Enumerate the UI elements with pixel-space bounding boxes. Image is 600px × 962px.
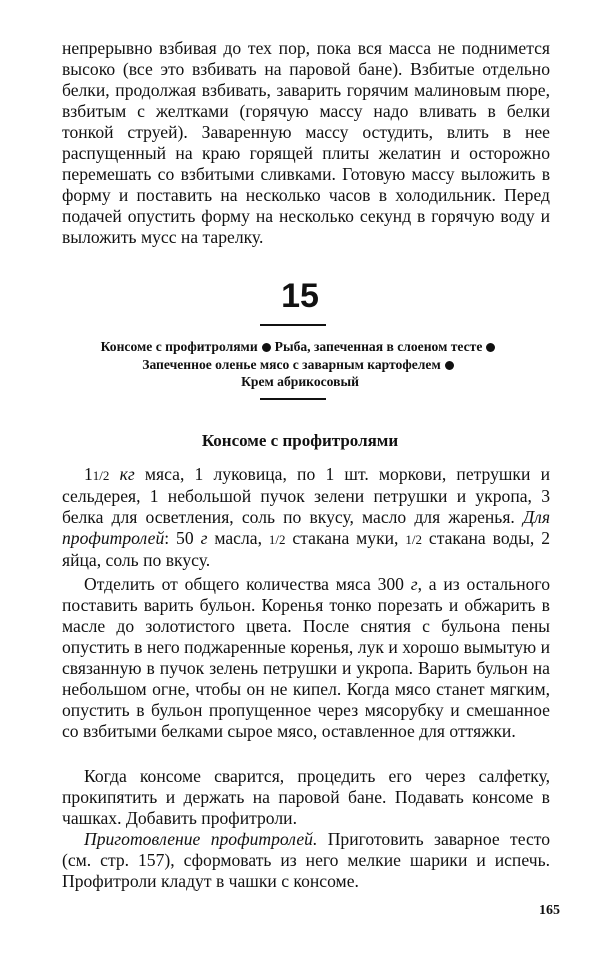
ingredients-text: мяса, 1 луковица, по 1 шт. моркови, петрушки и сельдерея, 1 небольшой пучок зелени петрушки и укропа, 3 белка для осветления, соль по вкусу, масло для жаренья. — [62, 464, 550, 527]
amount-whole: 1 — [84, 464, 93, 484]
ingredients-text: стакана муки, — [285, 528, 406, 548]
profiterole-prep-label: Приготовление профитролей. — [84, 829, 318, 849]
top-divider — [260, 324, 326, 326]
bottom-divider — [260, 398, 326, 400]
menu-list — [40, 338, 560, 391]
unit: кг — [109, 464, 135, 484]
section-title: Консоме с профитролями — [201, 431, 399, 450]
page-number: 165 — [539, 903, 560, 918]
menu-line-3 — [40, 373, 560, 391]
menu-item-cream: Крем абрикосовый — [241, 374, 359, 389]
step-text: , а из остального поставить варить бульон. Коренья тонко порезать и обжарить в масле до золотистого цвета. После снятия с бульона пены опустить в него поджаренные коренья, лук и хорошо вымытую и связанную в пучок зелень петрушки и укропа. Варить бульон на небольшом огне, чтобы он не кипел. Когда мясо станет мягким, опустить в бульон пропущенное через мясорубку и смешанное со взбитыми белками сырое мясо, оставленное для оттяжки. — [62, 574, 550, 741]
menu-item-venison: Запеченное оленье мясо с заварным картофелем — [142, 356, 441, 372]
ingredients-text: : 50 — [164, 528, 201, 548]
bullet-icon — [262, 343, 271, 352]
ingredients-text: стакана воды, 2 яйца, соль по вкусу. — [62, 528, 551, 570]
bullet-icon — [445, 361, 454, 370]
bullet-icon — [486, 343, 495, 352]
amount-fraction: 1/2 — [92, 468, 110, 483]
step-paragraph-1 — [62, 574, 550, 742]
menu-item-consomme: Консоме с профитролями — [100, 339, 258, 354]
continuation-paragraph: непрерывно взбивая до тех пор, пока вся масса не поднимется высоко (все это взбивать на паровой бане). Взбитые отдельно белки, продолжая взбивать, заварить горячим малиновым пюре, взбитым с желтками (горячую массу надо вливать в белки тонкой струей). Заваренную массу остудить, влить в нее распущенный на краю горящей плиты желатин и осторожно перемешать со взбитыми сливками. Готовую массу выложить в форму и поставить на несколько часов в холодильник. Перед подачей опустить форму на несколько секунд в горячую воду и выложить мусс на тарелку. — [62, 38, 550, 247]
menu-line-1 — [40, 338, 560, 356]
unit: г — [410, 574, 418, 594]
menu-item-fish: Рыба, запеченная в слоеном тесте — [274, 339, 483, 354]
step-text: Приготовить заварное тесто (см. стр. 157), сформовать из него мелкие шарики и испечь. Профитроли кладут в чашки с консоме. — [62, 829, 551, 891]
step-paragraph-2: Когда консоме сварится, процедить его через салфетку, прокипятить и держать на паровой бане. Подавать консоме в чашках. Добавить профитроли. — [62, 766, 550, 828]
amount-fraction: 1/2 — [405, 532, 422, 547]
menu-line-2 — [40, 356, 560, 374]
step-text: Отделить от общего количества мяса 300 — [84, 574, 411, 594]
unit: г — [200, 528, 208, 548]
ingredients-text: масла, — [207, 528, 269, 548]
amount-fraction: 1/2 — [268, 532, 286, 547]
profiterole-label: Для профитролей — [62, 507, 550, 548]
chapter-number: 15 — [281, 277, 319, 315]
step-paragraph-3 — [62, 829, 550, 892]
ingredients-paragraph — [62, 464, 550, 571]
